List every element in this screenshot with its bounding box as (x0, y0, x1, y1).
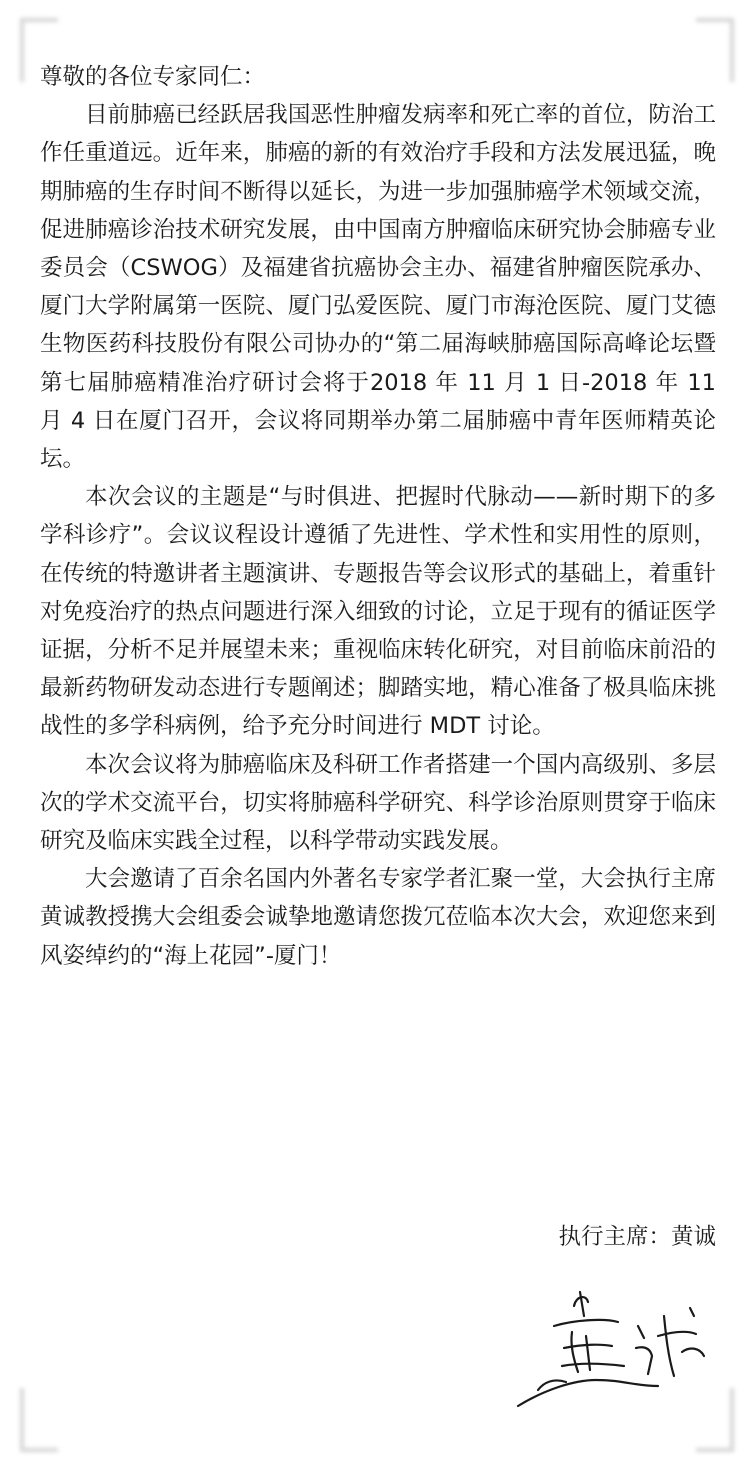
closing-signoff: 执行主席：黄诚 (558, 1224, 716, 1250)
paragraph-platform: 本次会议将为肺癌临床及科研工作者搭建一个国内高级别、多层次的学术交流平台，切实将肺癌科学研究、科学诊治原则贯穿于临床研究及临床实践全过程，以科学带动实践发展。 (40, 751, 716, 855)
page-corner-shadow (20, 1388, 58, 1452)
paragraph-theme: 本次会议的主题是“与时俱进、把握时代脉动——新时期下的多学科诊疗”。会议议程设计遵循了先进性、学术性和实用性的原则，在传统的特邀讲者主题演讲、专题报告等会议形式的基础上，着重针对免疫治疗的热点问题进行深入细致的讨论，立足于现有的循证医学证据，分析不足并展望未来；重视临床转化研究，对目前临床前沿的最新药物研发动态进行专题阐述；脚踏实地，精心准备了极具临床挑战性的多学科病例，给予充分时间进行 MDT 讨论。 (40, 484, 716, 740)
paragraph-intro: 目前肺癌已经跃居我国恶性肿瘤发病率和死亡率的首位，防治工作任重道远。近年来，肺癌的新的有效治疗手段和方法发展迅猛，晚期肺癌的生存时间不断得以延长，为进一步加强肺癌学术领域交流，促进肺癌诊治技术研究发展，由中国南方肿瘤临床研究协会肺癌专业委员会（CSWOG）及福建省抗癌协会主办、福建省肿瘤医院承办、厦门大学附属第一医院、厦门弘爱医院、厦门市海沧医院、厦门艾德生物医药科技股份有限公司协办的“第二届海峡肺癌国际高峰论坛暨第七届肺癌精准治疗研讨会将于2018 年 11 月 1 日-2018 年 11 月 4 日在厦门召开，会议将同期举办第二届肺癌中青年医师精英论坛。 (40, 102, 716, 473)
handwritten-signature (514, 1286, 714, 1416)
paragraph-invitation: 大会邀请了百余名国内外著名专家学者汇聚一堂，大会执行主席黄诚教授携大会组委会诚挚地邀请您拨冗莅临本次大会，欢迎您来到风姿绰约的“海上花园”-厦门！ (40, 866, 716, 969)
salutation: 尊敬的各位专家同仁： (40, 64, 266, 90)
letter-body (40, 58, 716, 975)
